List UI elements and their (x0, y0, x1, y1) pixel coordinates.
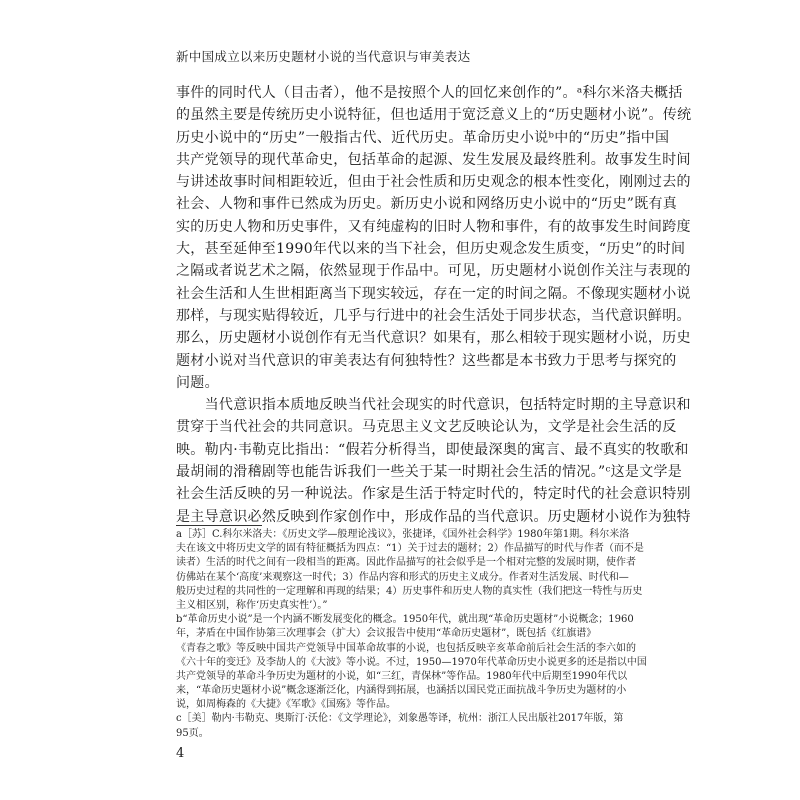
footnotes (176, 528, 647, 741)
body-line: 与讲述故事时间相距较近，但由于社会性质和历史观念的根本性变化，刚刚过去的 (176, 174, 691, 191)
footnote-line: c［美］勒内·韦勒克、奥斯汀·沃伦：《文学理论》，刘象愚等译，杭州：浙江人民出版社2017年版，第 (176, 713, 624, 725)
footnote-line: 《六十年的变迁》及李劼人的《大波》等小说。不过，1950—1970年代革命历史小说更多的还是指以中国 (176, 656, 647, 668)
body-line: 贯穿于当代社会的共同意识。马克思主义文艺反映论认为，文学是社会生活的反 (176, 419, 677, 436)
footnote-line: 读者）生活的时代之间有一段相当的距离。因此作品描写的社会似乎是一个相对完整的发展时期，使作者 (176, 557, 636, 569)
body-line: 当代意识指本质地反映当代社会现实的时代意识，包括特定时期的主导意识和 (176, 397, 691, 414)
footnote-line: 95页。 (176, 727, 209, 739)
body-line: 共产党领导的现代革命史，包括革命的起源、发生发展及最终胜利。故事发生时间 (176, 151, 691, 168)
page-number: 4 (176, 746, 185, 761)
body-line: 问题。 (176, 374, 219, 391)
footnote-line: 仿佛站在某个‘高度’来观察这一时代；3）作品内容和形式的历史主义成分。作者对生活发展、时代和— (176, 571, 629, 583)
footnote-line: 年，茅盾在中国作协第三次理事会（扩大）会议报告中使用“革命历史题材”，既包括《红旗谱》 (176, 628, 597, 640)
body-line: 历史小说中的“历史”一般指古代、近代历史。革命历史小说ᵇ中的“历史”指中国 (176, 129, 670, 146)
footnote-line: b“革命历史小说”是一个内涵不断发展变化的概念。1950年代，就出现“革命历史题材”小说概念；1960 (176, 614, 634, 626)
body-line: 的虽然主要是传统历史小说特征，但也适用于宽泛意义上的“历史题材小说”。传统 (176, 107, 692, 124)
body-line: 社会生活和人生世相距离当下现实较远，存在一定的时间之隔。不像现实题材小说 (176, 285, 691, 302)
footnote-line: 夫在该文中将历史文学的固有特征概括为四点：“1）关于过去的题材；2）作品描写的时代与作者（而不是 (176, 543, 644, 555)
footnote-divider (176, 525, 262, 526)
running-head: 新中国成立以来历史题材小说的当代意识与审美表达 (176, 49, 471, 64)
footnote-line: 说，如周梅森的《大捷》《军歌》《国殇》等作品。 (176, 699, 396, 711)
body-line: 之隔或者说艺术之隔，依然显现于作品中。可见，历史题材小说创作关注与表现的 (176, 263, 691, 280)
footnote-line: 般历史过程的共同性的一定理解和再现的结果；4）历史事件和历史人物的真实性（我们把这一特性与历史 (176, 585, 643, 597)
footnote-line: 来，“革命历史题材小说”概念逐渐泛化，内涵得到拓展，也涵括以国民党正面抗战斗争历史为题材的小 (176, 685, 627, 697)
main-text (176, 82, 692, 528)
body-line: 大，甚至延伸至1990年代以来的当下社会，但历史观念发生质变，“历史”的时间 (176, 241, 686, 258)
body-line: 最胡闹的滑稽剧等也能告诉我们一些关于某一时期社会生活的情况。”ᶜ这是文学是 (176, 464, 683, 481)
body-line: 题材小说对当代意识的审美表达有何独特性？这些都是本书致力于思考与探究的 (176, 352, 677, 369)
footnote-line: 主义相区别，称作‘历史真实性’）。” (176, 599, 328, 611)
body-line: 映。勒内·韦勒克比指出：“假若分析得当，即使最深奥的寓言、最不真实的牧歌和 (176, 441, 689, 458)
body-line: 社会、人物和事件已然成为历史。新历史小说和网络历史小说中的“历史”既有真 (176, 196, 678, 213)
body-line: 那样，与现实贴得较近，几乎与行进中的社会生活处于同步状态，当代意识鲜明。 (176, 307, 691, 324)
footnote-line: 共产党领导的革命斗争历史为题材的小说，如“三红，青保林”等作品。1980年代中后期至1990年代以 (176, 670, 628, 682)
body-line: 事件的同时代人（目击者），他不是按照个人的回忆来创作的”。ᵃ科尔米洛夫概括 (176, 85, 683, 101)
body-line: 社会生活反映的另一种说法。作家是生活于特定时代的，特定时代的社会意识特别 (176, 486, 691, 503)
footnote-line: a［苏］C.科尔米洛夫：《历史文学—般理论浅议》，张捷译，《国外社会科学》1980年第1期。科尔米洛 (176, 529, 630, 540)
body-line: 那么，历史题材小说创作有无当代意识？如果有，那么相较于现实题材小说，历史 (176, 330, 691, 347)
body-line: 是主导意识必然反映到作家创作中，形成作品的当代意识。历史题材小说作为独特 (176, 508, 691, 525)
footnote-line: 《青春之歌》等反映中国共产党领导中国革命故事的小说，也包括反映辛亥革命前后社会生活的李六如的 (176, 642, 636, 654)
body-line: 实的历史人物和历史事件，又有纯虚构的旧时人物和事件，有的故事发生时间跨度 (176, 218, 691, 235)
